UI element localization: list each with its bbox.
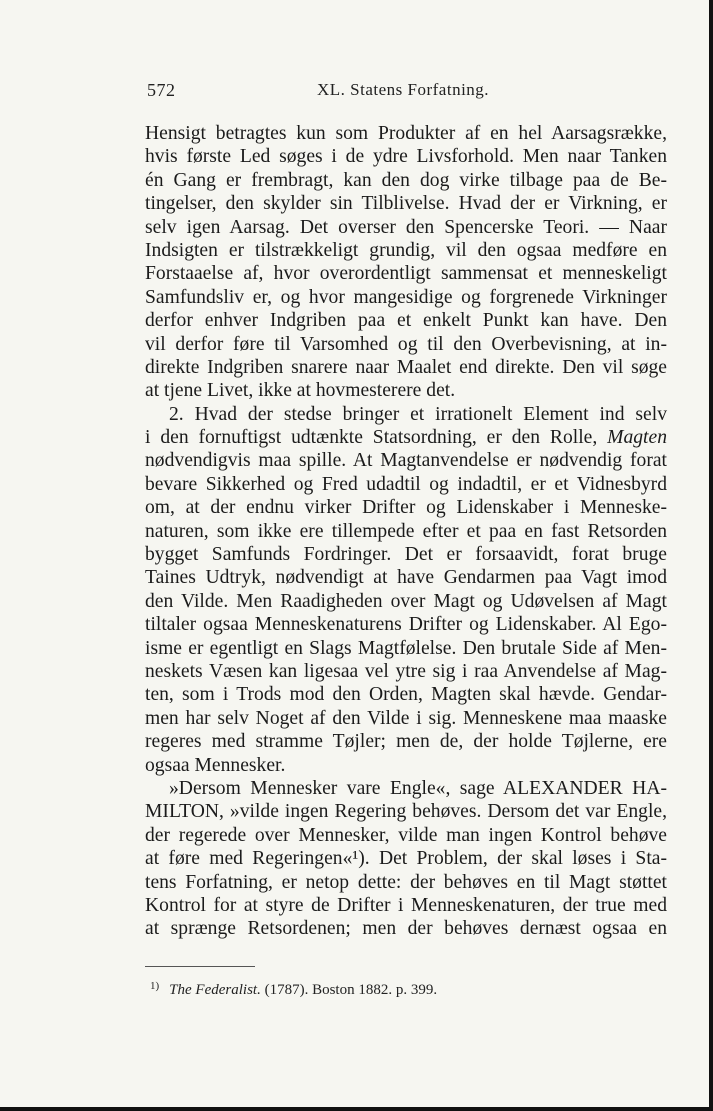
text-line: ogsaa Mennesker. [145, 754, 286, 776]
footnote-title: The Federalist. [169, 982, 261, 998]
text-line: naturen, som ikke ere tillempede efter et paa en fast Retsorden [145, 520, 667, 542]
text-line: om, at der endnu virker Drifter og Lidenskaber i Menneske- [145, 497, 667, 519]
text-line: Hensigt betragtes kun som Produkter af en hel Aarsagsrække, [145, 123, 667, 144]
text-line: at føre med Regeringen«¹). Det Problem, der skal løses i Sta- [145, 848, 667, 870]
text-line: »Dersom Mennesker vare Engle«, sage ALEXANDER HA- [169, 777, 667, 799]
text-line: MILTON, »vilde ingen Regering behøves. Dersom det var Engle, [145, 801, 667, 823]
text-line: tens Forfatning, er netop dette: der behøves en til Magt støttet [145, 871, 667, 893]
text-line: regeres med stramme Tøjler; men de, der holde Tøjlerne, ere [145, 731, 667, 753]
footnote [150, 980, 650, 999]
text-line: én Gang er frembragt, kan den dog virke tilbage paa de Be- [145, 169, 667, 191]
text-line: tingelser, den skylder sin Tilblivelse. Hvad der er Virkning, er [145, 193, 667, 215]
text-line: Samfundsliv er, og hvor mangesidige og forgrenede Virkninger [145, 286, 667, 308]
page-number: 572 [147, 80, 176, 100]
text-line: bygget Samfunds Fordringer. Det er forsaavidt, forat bruge [145, 544, 667, 566]
text-line: 2. Hvad der stedse bringer et irrationelt Element ind selv [169, 403, 667, 425]
text-line: tiltaler ogsaa Menneskenaturens Drifter og Lidenskaber. Al Ego- [145, 614, 667, 636]
text-line: direkte Indgriben snarere naar Maalet end direkte. Den vil søge [145, 356, 667, 378]
text-segment: i den fornuftigst udtænkte Statsordning, er den Rolle, [145, 427, 608, 449]
body-text [145, 122, 667, 941]
text-line: der regerede over Mennesker, vilde man ingen Kontrol behøve [145, 824, 667, 846]
emphasis-magten: Magten [607, 427, 667, 449]
text-line: isme er egentligt en Slags Magtfølelse. Den brutale Side af Men- [145, 637, 667, 659]
text-line: bevare Sikkerhed og Fred udadtil og indadtil, er et Vidnesbyrd [145, 473, 667, 495]
text-line: Taines Udtryk, nødvendigt at have Gendarmen paa Vagt imod [145, 567, 667, 589]
text-line: nødvendigvis maa spille. At Magtanvendelse er nødvendig forat [145, 450, 667, 472]
footnote-marker: 1) [150, 980, 160, 992]
text-line: at tjene Livet, ikke at hovmesterere det. [145, 380, 456, 402]
running-title: XL. Statens Forfatning. [317, 80, 490, 99]
text-line: derfor enhver Indgriben paa et enkelt Punkt kan have. Den [145, 310, 667, 332]
text-line: ten, som i Trods mod den Orden, Magten skal hævde. Gendar- [145, 684, 667, 706]
text-line: Indsigten er tilstrækkeligt grundig, vil den ogsaa medføre en [145, 239, 667, 261]
footnote-rule [145, 966, 255, 967]
text-line: men har selv Noget af den Vilde i sig. Menneskene maa maaske [145, 707, 667, 729]
text-line: Kontrol for at styre de Drifter i Menneskenaturen, der true med [145, 894, 667, 916]
text-line: vil derfor føre til Varsomhed og til den Overbevisning, at in- [145, 333, 667, 355]
page-header [147, 80, 667, 104]
text-line: selv igen Aarsag. Det overser den Spencerske Teori. — Naar [145, 216, 667, 238]
footnote-citation: (1787). Boston 1882. p. 399. [260, 982, 438, 998]
text-line: Forstaaelse af, hvor overordentligt sammensat et menneskeligt [145, 263, 667, 285]
text-line-with-emphasis [145, 426, 667, 449]
text-line: den Vilde. Men Raadigheden over Magt og Udøvelsen af Magt [145, 590, 667, 612]
text-line: neskets Væsen kan ligesaa vel ytre sig i raa Anvendelse af Mag- [145, 660, 667, 682]
text-line: hvis første Led søges i de ydre Livsforhold. Men naar Tanken [145, 146, 667, 168]
text-line: at sprænge Retsordenen; men der behøves dernæst ogsaa en [145, 918, 667, 940]
